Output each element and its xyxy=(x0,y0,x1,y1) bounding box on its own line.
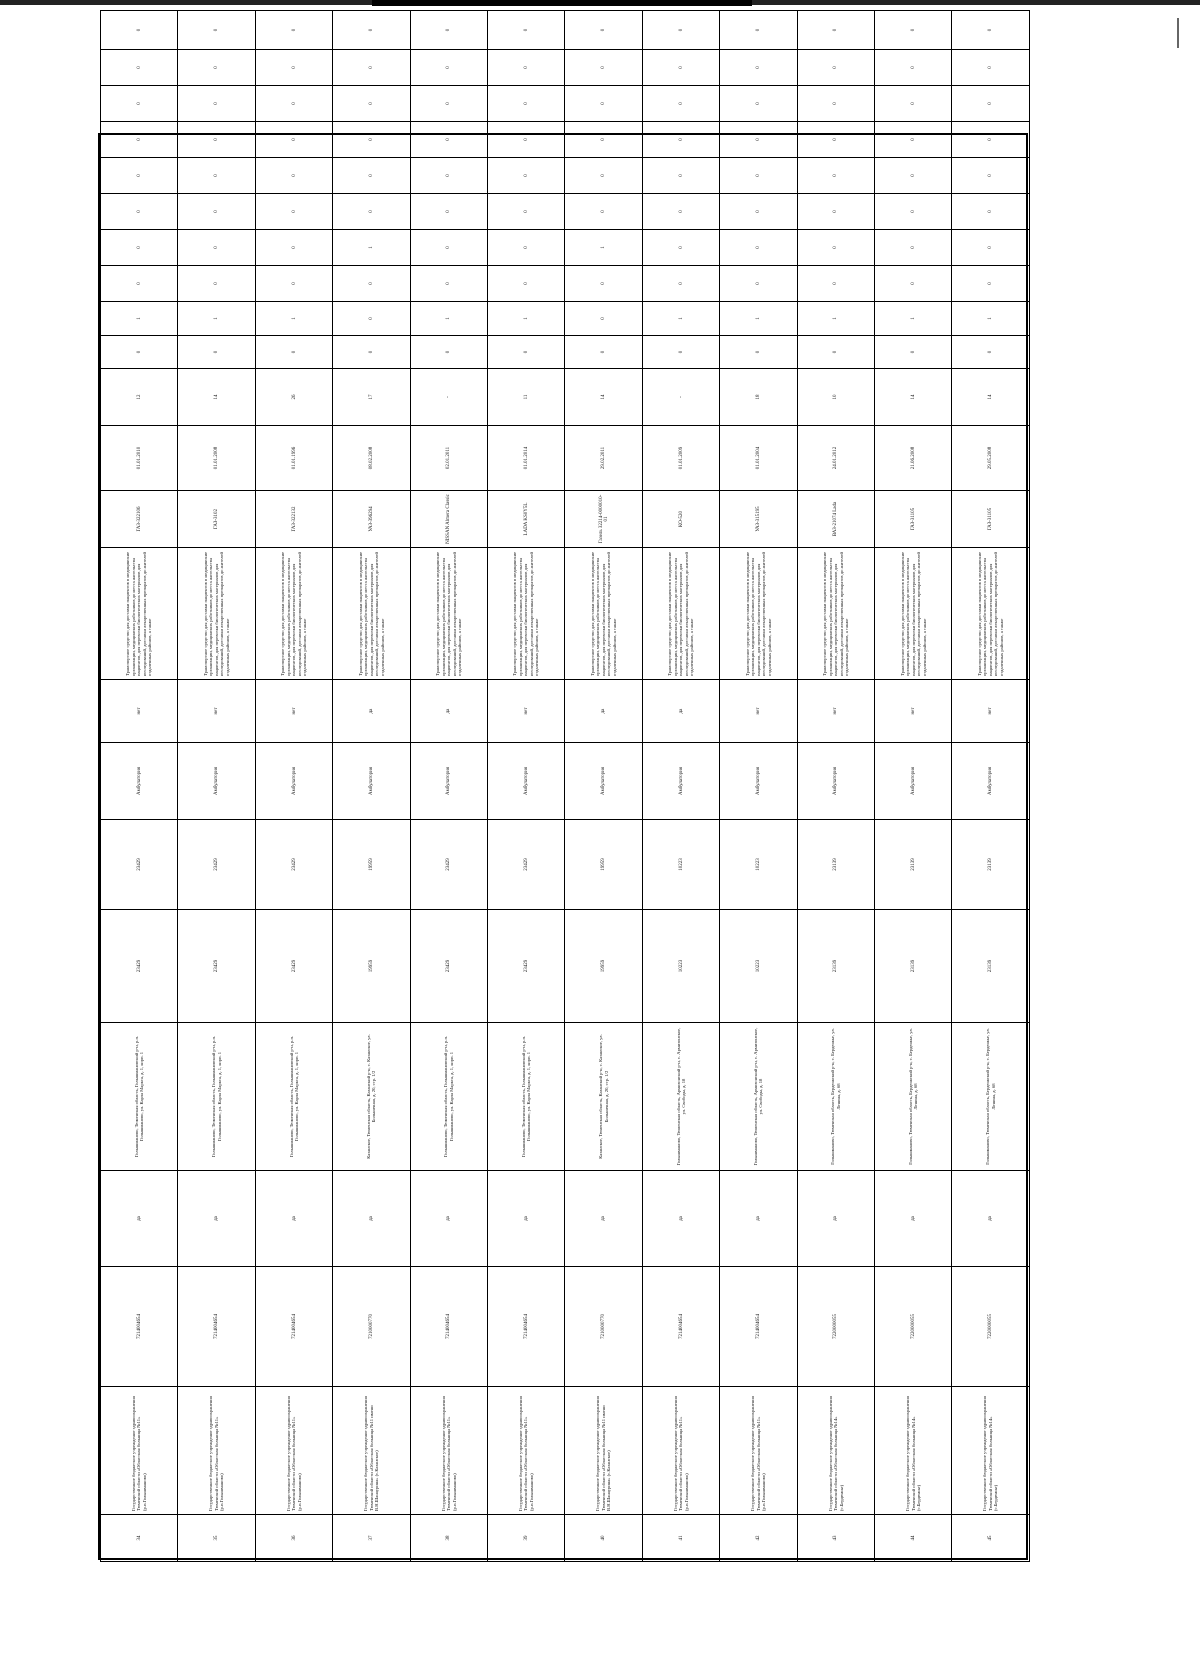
inn-code: 7210000770 xyxy=(565,1267,642,1387)
flag-cell: да xyxy=(565,1171,642,1267)
table-row xyxy=(952,11,1030,1562)
purpose-cell: Транспортное средство для доставки пациентов в медицинские организации, медицинских работников до места жительства пациентов, для перевозки биологических материалов для исследований, доставки лекарственных препаратов до жителей отдаленных районов, а также xyxy=(875,548,952,680)
flag-cell: да xyxy=(642,1171,719,1267)
count-cell: 0 xyxy=(333,11,410,50)
count-cell: 1 xyxy=(875,302,952,336)
code-primary: 23139 xyxy=(875,910,952,1023)
vehicle-age: 26 xyxy=(255,369,332,426)
ownership-flag: нет xyxy=(720,680,797,743)
purpose-cell: Транспортное средство для доставки пациентов в медицинские организации, медицинских работников до места жительства пациентов, для перевозки биологических материалов для исследований, доставки лекарственных препаратов до жителей отдаленных районов, а также xyxy=(178,548,255,680)
count-cell: 0 xyxy=(488,194,565,230)
count-cell: 0 xyxy=(720,336,797,369)
code-primary: 10223 xyxy=(720,910,797,1023)
inn-code: 7220000055 xyxy=(952,1267,1030,1387)
code-secondary: 23429 xyxy=(410,820,487,910)
count-cell: 0 xyxy=(488,122,565,158)
registration-date: 24.01.2012 xyxy=(797,426,874,491)
vehicle-model: ГАЗ-322106 xyxy=(101,491,178,548)
ownership-flag: да xyxy=(333,680,410,743)
flag-cell: да xyxy=(797,1171,874,1267)
row-number: 45 xyxy=(952,1515,1030,1562)
purpose-cell: Транспортное средство для доставки пациентов в медицинские организации, медицинских работников до места жительства пациентов, для перевозки биологических материалов для исследований, доставки лекарственных препаратов до жителей отдаленных районов, а также xyxy=(410,548,487,680)
registration-date: 21.06.2008 xyxy=(875,426,952,491)
table-row xyxy=(255,11,332,1562)
count-cell: 0 xyxy=(410,158,487,194)
count-cell: 0 xyxy=(333,266,410,302)
purpose-cell: Транспортное средство для доставки пациентов в медицинские организации, медицинских работников до места жительства пациентов, для перевозки биологических материалов для исследований, доставки лекарственных препаратов до жителей отдаленных районов, а также xyxy=(720,548,797,680)
count-cell: 0 xyxy=(410,230,487,266)
inn-code: 7214004654 xyxy=(642,1267,719,1387)
count-cell: 0 xyxy=(255,86,332,122)
vehicle-model: УАЗ-396294 xyxy=(333,491,410,548)
count-cell: 0 xyxy=(797,122,874,158)
registration-date: 29.05.2008 xyxy=(952,426,1030,491)
count-cell: 0 xyxy=(642,11,719,50)
table-row xyxy=(488,11,565,1562)
row-number: 43 xyxy=(797,1515,874,1562)
registration-date: 08.02.2008 xyxy=(333,426,410,491)
count-cell: 0 xyxy=(875,122,952,158)
count-cell: 0 xyxy=(255,11,332,50)
vehicle-age: - xyxy=(410,369,487,426)
count-cell: 0 xyxy=(101,266,178,302)
count-cell: 0 xyxy=(797,266,874,302)
count-cell: 1 xyxy=(255,302,332,336)
count-cell: 0 xyxy=(178,230,255,266)
address-cell: Голышманово, Тюменская область, Голышмановский р-н, р.п. Голышманово, ул. Карла Маркса, д. 1, корп. 1 xyxy=(101,1023,178,1171)
count-cell: 0 xyxy=(101,158,178,194)
count-cell: 0 xyxy=(178,11,255,50)
address-cell: Голышманово, Тюменская область, Бердюжский р-н, с. Бердюжье, ул. Ленина, д. 68 xyxy=(952,1023,1030,1171)
code-primary: 23429 xyxy=(101,910,178,1023)
inn-code: 7220000055 xyxy=(875,1267,952,1387)
table-row xyxy=(565,11,642,1562)
purpose-cell: Транспортное средство для доставки пациентов в медицинские организации, медицинских работников до места жительства пациентов, для перевозки биологических материалов для исследований, доставки лекарственных препаратов до жителей отдаленных районов, а также xyxy=(797,548,874,680)
ownership-flag: да xyxy=(642,680,719,743)
vehicle-model: ГАЗ-31105 xyxy=(952,491,1030,548)
flag-cell: да xyxy=(101,1171,178,1267)
count-cell: 0 xyxy=(797,158,874,194)
flag-cell: да xyxy=(333,1171,410,1267)
count-cell: 0 xyxy=(720,122,797,158)
registration-date: 01.01.2014 xyxy=(488,426,565,491)
count-cell: 1 xyxy=(333,230,410,266)
organization-name: Государственное бюджетное учреждение здравоохранения Тюменской области «Областная больница №11» (р.п.Голышманово) xyxy=(488,1387,565,1515)
count-cell: 0 xyxy=(488,11,565,50)
address-cell: Голышманово, Тюменская область, Армизонский р-н, с. Армизонское, ул. Свободы, д. 18 xyxy=(642,1023,719,1171)
purpose-cell: Транспортное средство для доставки пациентов в медицинские организации, медицинских работников до места жительства пациентов, для перевозки биологических материалов для исследований, доставки лекарственных препаратов до жителей отдаленных районов, а также xyxy=(101,548,178,680)
address-cell: Голышманово, Тюменская область, Бердюжский р-н, с. Бердюжье, ул. Ленина, д. 68 xyxy=(875,1023,952,1171)
table-row xyxy=(875,11,952,1562)
count-cell: 0 xyxy=(720,194,797,230)
count-cell: 0 xyxy=(642,50,719,86)
inn-code: 7214004654 xyxy=(255,1267,332,1387)
count-cell: 0 xyxy=(952,230,1030,266)
unit-type: Амбулатория xyxy=(178,743,255,820)
count-cell: 0 xyxy=(875,194,952,230)
purpose-cell: Транспортное средство для доставки пациентов в медицинские организации, медицинских работников до места жительства пациентов, для перевозки биологических материалов для исследований, доставки лекарственных препаратов до жителей отдаленных районов, а также xyxy=(952,548,1030,680)
count-cell: 0 xyxy=(797,230,874,266)
purpose-cell: Транспортное средство для доставки пациентов в медицинские организации, медицинских работников до места жительства пациентов, для перевозки биологических материалов для исследований, доставки лекарственных препаратов до жителей отдаленных районов, а также xyxy=(642,548,719,680)
count-cell: 0 xyxy=(333,336,410,369)
code-secondary: 23139 xyxy=(952,820,1030,910)
flag-cell: да xyxy=(875,1171,952,1267)
organization-name: Государственное бюджетное учреждение здравоохранения Тюменской области «Областная больница №11 имени В.Н.Шанаурина» (с.Казанское) xyxy=(333,1387,410,1515)
vehicle-table xyxy=(100,10,1030,1562)
organization-name: Государственное бюджетное учреждение здравоохранения Тюменской области «Областная больница №11» (р.п.Голышманово) xyxy=(720,1387,797,1515)
inn-code: 7210000770 xyxy=(333,1267,410,1387)
table-row xyxy=(797,11,874,1562)
count-cell: 0 xyxy=(178,86,255,122)
count-cell: 0 xyxy=(565,336,642,369)
count-cell: 1 xyxy=(797,302,874,336)
vehicle-model: ГАЗ-3102 xyxy=(178,491,255,548)
count-cell: 0 xyxy=(101,194,178,230)
address-cell: Голышманово, Тюменская область, Армизонский р-н, с. Армизонское, ул. Свободы, д. 18 xyxy=(720,1023,797,1171)
count-cell: 0 xyxy=(642,230,719,266)
address-cell: Казанское, Тюменская область, Казанский р-н, с. Казанское, ул. Больничная, д. 20, стр. 1/2 xyxy=(565,1023,642,1171)
count-cell: 0 xyxy=(255,122,332,158)
purpose-cell: Транспортное средство для доставки пациентов в медицинские организации, медицинских работников до места жительства пациентов, для перевозки биологических материалов для исследований, доставки лекарственных препаратов до жителей отдаленных районов, а также xyxy=(565,548,642,680)
count-cell: 0 xyxy=(410,266,487,302)
address-cell: Казанское, Тюменская область, Казанский р-н, с. Казанское, ул. Больничная, д. 20, стр. 1/2 xyxy=(333,1023,410,1171)
count-cell: 0 xyxy=(565,194,642,230)
organization-name: Государственное бюджетное учреждение здравоохранения Тюменской области «Областная больница №14» (с.Бердюжье) xyxy=(797,1387,874,1515)
row-number: 39 xyxy=(488,1515,565,1562)
code-secondary: 23429 xyxy=(255,820,332,910)
purpose-cell: Транспортное средство для доставки пациентов в медицинские организации, медицинских работников до места жительства пациентов, для перевозки биологических материалов для исследований, доставки лекарственных препаратов до жителей отдаленных районов, а также xyxy=(333,548,410,680)
count-cell: 0 xyxy=(410,336,487,369)
unit-type: Амбулатория xyxy=(333,743,410,820)
vehicle-model: NISSAN Almera Classic xyxy=(410,491,487,548)
count-cell: 0 xyxy=(178,266,255,302)
count-cell: 0 xyxy=(565,11,642,50)
count-cell: 0 xyxy=(952,194,1030,230)
ownership-flag: да xyxy=(565,680,642,743)
ownership-flag: нет xyxy=(952,680,1030,743)
count-cell: 0 xyxy=(101,86,178,122)
code-primary: 23429 xyxy=(488,910,565,1023)
count-cell: 0 xyxy=(333,194,410,230)
count-cell: 0 xyxy=(333,302,410,336)
inn-code: 7220000055 xyxy=(797,1267,874,1387)
registration-date: 01.01.1996 xyxy=(255,426,332,491)
organization-name: Государственное бюджетное учреждение здравоохранения Тюменской области «Областная больница №11 имени В.Н.Шанаурина» (с.Казанское) xyxy=(565,1387,642,1515)
count-cell: 0 xyxy=(255,266,332,302)
count-cell: 0 xyxy=(952,50,1030,86)
vehicle-age: 12 xyxy=(101,369,178,426)
table-row xyxy=(178,11,255,1562)
row-number: 41 xyxy=(642,1515,719,1562)
ownership-flag: нет xyxy=(875,680,952,743)
purpose-cell: Транспортное средство для доставки пациентов в медицинские организации, медицинских работников до места жительства пациентов, для перевозки биологических материалов для исследований, доставки лекарственных препаратов до жителей отдаленных районов, а также xyxy=(488,548,565,680)
row-number: 36 xyxy=(255,1515,332,1562)
count-cell: 0 xyxy=(642,122,719,158)
count-cell: 0 xyxy=(642,86,719,122)
vehicle-age: 10 xyxy=(797,369,874,426)
count-cell: 0 xyxy=(952,122,1030,158)
count-cell: 1 xyxy=(952,302,1030,336)
count-cell: 0 xyxy=(952,11,1030,50)
registration-date: 01.01.2010 xyxy=(101,426,178,491)
count-cell: 0 xyxy=(875,11,952,50)
organization-name: Государственное бюджетное учреждение здравоохранения Тюменской области «Областная больница №11» (р.п.Голышманово) xyxy=(642,1387,719,1515)
row-number: 44 xyxy=(875,1515,952,1562)
count-cell: 0 xyxy=(101,336,178,369)
count-cell: 0 xyxy=(642,194,719,230)
organization-name: Государственное бюджетное учреждение здравоохранения Тюменской области «Областная больница №14» (с.Бердюжье) xyxy=(952,1387,1030,1515)
code-secondary: 23429 xyxy=(101,820,178,910)
count-cell: 0 xyxy=(178,122,255,158)
row-number: 42 xyxy=(720,1515,797,1562)
vehicle-age: 14 xyxy=(178,369,255,426)
registration-date: 01.01.2008 xyxy=(178,426,255,491)
count-cell: 0 xyxy=(952,86,1030,122)
count-cell: 1 xyxy=(101,302,178,336)
unit-type: Амбулатория xyxy=(797,743,874,820)
count-cell: 0 xyxy=(952,336,1030,369)
count-cell: 0 xyxy=(720,86,797,122)
vehicle-age: 14 xyxy=(875,369,952,426)
vehicle-model: ГАЗ-322132 xyxy=(255,491,332,548)
count-cell: 0 xyxy=(255,158,332,194)
flag-cell: да xyxy=(720,1171,797,1267)
vehicle-age: 17 xyxy=(333,369,410,426)
count-cell: 1 xyxy=(178,302,255,336)
count-cell: 0 xyxy=(255,336,332,369)
vehicle-age: 14 xyxy=(952,369,1030,426)
count-cell: 0 xyxy=(101,11,178,50)
address-cell: Голышманово, Тюменская область, Голышмановский р-н, р.п. Голышманово, ул. Карла Маркса, д. 1, корп. 1 xyxy=(178,1023,255,1171)
count-cell: 1 xyxy=(410,302,487,336)
unit-type: Амбулатория xyxy=(565,743,642,820)
count-cell: 0 xyxy=(952,266,1030,302)
count-cell: 0 xyxy=(565,86,642,122)
organization-name: Государственное бюджетное учреждение здравоохранения Тюменской области «Областная больница №11» (р.п.Голышманово) xyxy=(255,1387,332,1515)
registration-date: 01.01.2004 xyxy=(720,426,797,491)
unit-type: Амбулатория xyxy=(410,743,487,820)
inn-code: 7214004654 xyxy=(101,1267,178,1387)
inn-code: 7214004654 xyxy=(410,1267,487,1387)
count-cell: 0 xyxy=(642,158,719,194)
flag-cell: да xyxy=(178,1171,255,1267)
count-cell: 1 xyxy=(642,302,719,336)
code-primary: 10223 xyxy=(642,910,719,1023)
count-cell: 0 xyxy=(720,11,797,50)
address-cell: Голышманово, Тюменская область, Голышмановский р-н, р.п. Голышманово, ул. Карла Маркса, д. 1, корп. 1 xyxy=(255,1023,332,1171)
inn-code: 7214004654 xyxy=(178,1267,255,1387)
flag-cell: да xyxy=(410,1171,487,1267)
count-cell: 0 xyxy=(488,86,565,122)
code-secondary: 10223 xyxy=(720,820,797,910)
count-cell: 0 xyxy=(178,158,255,194)
count-cell: 0 xyxy=(333,122,410,158)
count-cell: 0 xyxy=(488,336,565,369)
inn-code: 7214004654 xyxy=(488,1267,565,1387)
count-cell: 0 xyxy=(875,336,952,369)
vehicle-model: Газель 32214-0000010-01 xyxy=(565,491,642,548)
registration-date: 02.01.2011 xyxy=(410,426,487,491)
ownership-flag: нет xyxy=(488,680,565,743)
ownership-flag: нет xyxy=(178,680,255,743)
vehicle-model: УАЗ-315195 xyxy=(720,491,797,548)
count-cell: 0 xyxy=(642,266,719,302)
count-cell: 0 xyxy=(797,86,874,122)
code-primary: 23429 xyxy=(178,910,255,1023)
count-cell: 0 xyxy=(333,50,410,86)
unit-type: Амбулатория xyxy=(720,743,797,820)
organization-name: Государственное бюджетное учреждение здравоохранения Тюменской области «Областная больница №11» (р.п.Голышманово) xyxy=(178,1387,255,1515)
vehicle-table-frame xyxy=(98,28,1028,1560)
unit-type: Амбулатория xyxy=(101,743,178,820)
count-cell: 0 xyxy=(101,50,178,86)
scan-top-border-dark xyxy=(372,0,752,6)
count-cell: 0 xyxy=(797,336,874,369)
address-cell: Голышманово, Тюменская область, Бердюжский р-н, с. Бердюжье, ул. Ленина, д. 68 xyxy=(797,1023,874,1171)
unit-type: Амбулатория xyxy=(488,743,565,820)
count-cell: 0 xyxy=(720,266,797,302)
code-primary: 19959 xyxy=(333,910,410,1023)
vehicle-age: - xyxy=(642,369,719,426)
count-cell: 0 xyxy=(178,194,255,230)
count-cell: 0 xyxy=(488,230,565,266)
code-secondary: 23139 xyxy=(797,820,874,910)
count-cell: 0 xyxy=(565,266,642,302)
count-cell: 0 xyxy=(488,158,565,194)
count-cell: 0 xyxy=(952,158,1030,194)
count-cell: 0 xyxy=(797,194,874,230)
count-cell: 0 xyxy=(797,11,874,50)
ownership-flag: нет xyxy=(797,680,874,743)
vehicle-age: 14 xyxy=(565,369,642,426)
vehicle-age: 11 xyxy=(488,369,565,426)
count-cell: 0 xyxy=(178,50,255,86)
code-secondary: 19959 xyxy=(333,820,410,910)
code-primary: 23429 xyxy=(410,910,487,1023)
count-cell: 0 xyxy=(875,158,952,194)
unit-type: Амбулатория xyxy=(642,743,719,820)
count-cell: 0 xyxy=(875,86,952,122)
count-cell: 0 xyxy=(875,230,952,266)
code-secondary: 23139 xyxy=(875,820,952,910)
ownership-flag: нет xyxy=(255,680,332,743)
flag-cell: да xyxy=(952,1171,1030,1267)
row-number: 35 xyxy=(178,1515,255,1562)
table-row xyxy=(101,11,178,1562)
address-cell: Голышманово, Тюменская область, Голышмановский р-н, р.п. Голышманово, ул. Карла Маркса, д. 1, корп. 1 xyxy=(488,1023,565,1171)
vehicle-model: КО-520 xyxy=(642,491,719,548)
count-cell: 0 xyxy=(565,50,642,86)
code-secondary: 19959 xyxy=(565,820,642,910)
count-cell: 0 xyxy=(410,86,487,122)
ownership-flag: да xyxy=(410,680,487,743)
code-secondary: 23429 xyxy=(488,820,565,910)
flag-cell: да xyxy=(488,1171,565,1267)
row-number: 38 xyxy=(410,1515,487,1562)
count-cell: 0 xyxy=(720,230,797,266)
address-cell: Голышманово, Тюменская область, Голышмановский р-н, р.п. Голышманово, ул. Карла Маркса, д. 1, корп. 1 xyxy=(410,1023,487,1171)
count-cell: 0 xyxy=(255,230,332,266)
count-cell: 0 xyxy=(255,50,332,86)
table-row xyxy=(333,11,410,1562)
table-row xyxy=(720,11,797,1562)
flag-cell: да xyxy=(255,1171,332,1267)
vehicle-model: LADA KS0Y5L xyxy=(488,491,565,548)
count-cell: 0 xyxy=(720,158,797,194)
table-row xyxy=(642,11,719,1562)
row-number: 40 xyxy=(565,1515,642,1562)
vehicle-model: ВАЗ-21074 Lada xyxy=(797,491,874,548)
unit-type: Амбулатория xyxy=(875,743,952,820)
unit-type: Амбулатория xyxy=(952,743,1030,820)
count-cell: 0 xyxy=(875,266,952,302)
count-cell: 0 xyxy=(410,194,487,230)
count-cell: 1 xyxy=(488,302,565,336)
code-primary: 23139 xyxy=(952,910,1030,1023)
count-cell: 1 xyxy=(565,230,642,266)
registration-date: 01.01.2009 xyxy=(642,426,719,491)
organization-name: Государственное бюджетное учреждение здравоохранения Тюменской области «Областная больница №11» (р.п.Голышманово) xyxy=(101,1387,178,1515)
scan-margin-mark xyxy=(1177,18,1179,48)
count-cell: 0 xyxy=(333,158,410,194)
count-cell: 0 xyxy=(565,122,642,158)
vehicle-table-body xyxy=(101,11,1030,1562)
count-cell: 0 xyxy=(410,50,487,86)
code-primary: 23429 xyxy=(255,910,332,1023)
row-number: 34 xyxy=(101,1515,178,1562)
count-cell: 0 xyxy=(101,122,178,158)
inn-code: 7214004654 xyxy=(720,1267,797,1387)
count-cell: 0 xyxy=(101,230,178,266)
count-cell: 0 xyxy=(875,50,952,86)
count-cell: 1 xyxy=(720,302,797,336)
organization-name: Государственное бюджетное учреждение здравоохранения Тюменской области «Областная больница №14» (с.Бердюжье) xyxy=(875,1387,952,1515)
count-cell: 0 xyxy=(797,50,874,86)
organization-name: Государственное бюджетное учреждение здравоохранения Тюменской области «Областная больница №11» (р.п.Голышманово) xyxy=(410,1387,487,1515)
table-row xyxy=(410,11,487,1562)
count-cell: 0 xyxy=(410,122,487,158)
count-cell: 0 xyxy=(642,336,719,369)
count-cell: 0 xyxy=(410,11,487,50)
count-cell: 0 xyxy=(488,266,565,302)
count-cell: 0 xyxy=(565,158,642,194)
vehicle-age: 18 xyxy=(720,369,797,426)
row-number: 37 xyxy=(333,1515,410,1562)
code-secondary: 10223 xyxy=(642,820,719,910)
count-cell: 0 xyxy=(565,302,642,336)
count-cell: 0 xyxy=(178,336,255,369)
code-primary: 23139 xyxy=(797,910,874,1023)
code-secondary: 23429 xyxy=(178,820,255,910)
rotated-table-wrapper xyxy=(100,28,1030,1562)
ownership-flag: нет xyxy=(101,680,178,743)
purpose-cell: Транспортное средство для доставки пациентов в медицинские организации, медицинских работников до места жительства пациентов, для перевозки биологических материалов для исследований, доставки лекарственных препаратов до жителей отдаленных районов, а также xyxy=(255,548,332,680)
count-cell: 0 xyxy=(333,86,410,122)
unit-type: Амбулатория xyxy=(255,743,332,820)
count-cell: 0 xyxy=(255,194,332,230)
count-cell: 0 xyxy=(720,50,797,86)
count-cell: 0 xyxy=(488,50,565,86)
code-primary: 19959 xyxy=(565,910,642,1023)
vehicle-model: ГАЗ-31105 xyxy=(875,491,952,548)
registration-date: 29.02.2011 xyxy=(565,426,642,491)
